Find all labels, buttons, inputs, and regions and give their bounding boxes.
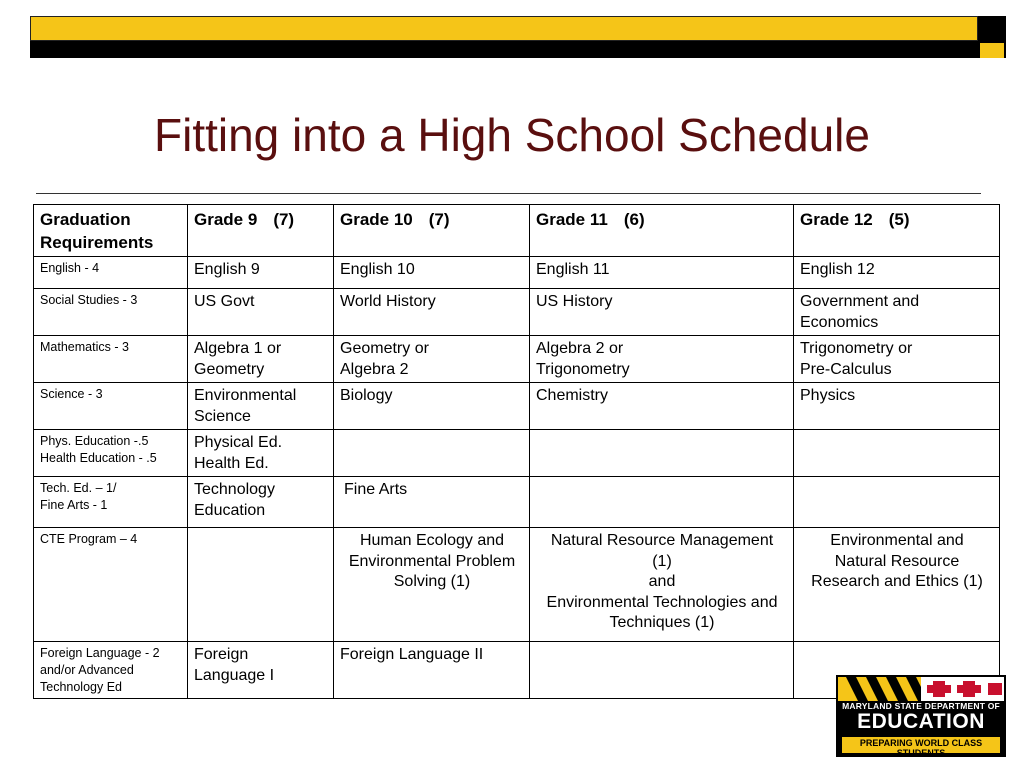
- logo-state-line: MARYLAND STATE DEPARTMENT OF: [842, 701, 1000, 711]
- cell-line: US Govt: [194, 293, 255, 310]
- header-grade-11: Grade 11 (6): [530, 205, 794, 257]
- cell-line: Foreign Language II: [340, 646, 484, 663]
- cell-line: Mathematics - 3: [40, 340, 129, 354]
- header-grade-9: Grade 9 (7): [188, 205, 334, 257]
- cell-line: Fine Arts: [344, 481, 408, 498]
- cell-line: Science - 3: [40, 387, 103, 401]
- cell-line: English - 4: [40, 261, 100, 275]
- grade-10-cell: [334, 430, 530, 477]
- cell-line: Physics: [800, 387, 856, 404]
- grade-10-cell: [334, 642, 530, 699]
- grade-10-cell: [334, 528, 530, 642]
- cell-line: Algebra 2: [340, 360, 409, 378]
- grade-9-cell: [188, 477, 334, 528]
- cell-line: (1): [652, 552, 672, 570]
- grade-12-cell: [794, 289, 1000, 336]
- grade-9-cell: [188, 383, 334, 430]
- title-divider: [36, 193, 981, 194]
- cell-line: English 11: [536, 261, 610, 278]
- requirement-cell: [34, 336, 188, 383]
- msde-logo: [836, 675, 1006, 757]
- cell-line: Education: [194, 501, 266, 519]
- cell-line: Pre-Calculus: [800, 360, 892, 378]
- table-row: [34, 477, 1000, 528]
- table-row: [34, 430, 1000, 477]
- cell-line: Technology Ed: [40, 680, 123, 694]
- table-row: [34, 257, 1000, 289]
- cell-line: Human Ecology and: [359, 532, 505, 549]
- cell-line: Trigonometry: [536, 360, 630, 378]
- table-row: [34, 528, 1000, 642]
- grade-11-cell: [530, 336, 794, 383]
- table-header-row: [34, 205, 1000, 257]
- requirement-cell: [34, 430, 188, 477]
- cell-line: Science: [194, 407, 251, 425]
- cell-line: Health Education - .5: [40, 451, 157, 465]
- grade-9-cell: [188, 289, 334, 336]
- cell-line: Phys. Education -.5: [40, 434, 149, 448]
- grade-11-cell: [530, 430, 794, 477]
- grade-12-cell: [794, 257, 1000, 289]
- cell-line: Natural Resource Management: [550, 532, 774, 549]
- grade-12-cell: [794, 383, 1000, 430]
- grade-11-cell: [530, 289, 794, 336]
- cell-line: Trigonometry or: [800, 340, 913, 357]
- cell-line: Social Studies - 3: [40, 293, 138, 307]
- header-corner-black-square: [978, 16, 1006, 43]
- grade-11-cell: [530, 477, 794, 528]
- cell-line: Environmental and: [830, 532, 964, 549]
- cell-line: Technology: [194, 481, 275, 498]
- logo-agency-name: EDUCATION: [857, 710, 985, 733]
- cell-line: Geometry or: [340, 340, 429, 357]
- cell-line: Government and: [800, 293, 920, 310]
- cell-line: Foreign Language - 2: [40, 646, 160, 660]
- grade-9-cell: [188, 257, 334, 289]
- cell-line: English 12: [800, 261, 875, 278]
- cell-line: English 9: [194, 261, 260, 278]
- requirement-cell: [34, 528, 188, 642]
- table-row: [34, 336, 1000, 383]
- requirement-cell: [34, 289, 188, 336]
- cell-line: and: [648, 573, 676, 590]
- cell-line: Environmental: [194, 387, 297, 404]
- header-grade-10: Grade 10 (7): [334, 205, 530, 257]
- grade-12-cell: [794, 528, 1000, 642]
- cell-line: Environmental Technologies and: [546, 593, 778, 611]
- cell-line: and/or Advanced: [40, 663, 134, 677]
- logo-slogan-band: [842, 737, 1000, 758]
- maryland-flag-pattern: [838, 677, 1004, 701]
- header-grade-12: Grade 12 (5): [794, 205, 1000, 257]
- cell-line: English 10: [340, 261, 415, 278]
- grade-10-cell: [334, 477, 530, 528]
- cell-line: CTE Program – 4: [40, 532, 138, 546]
- grade-12-cell: [794, 430, 1000, 477]
- grade-10-cell: [334, 383, 530, 430]
- header-requirements: Graduation Requirements: [34, 205, 188, 257]
- grade-9-cell: [188, 528, 334, 642]
- grade-11-cell: [530, 257, 794, 289]
- grade-9-cell: [188, 336, 334, 383]
- grade-10-cell: [334, 336, 530, 383]
- grade-9-cell: [188, 642, 334, 699]
- header-black-bar: [30, 41, 1006, 58]
- schedule-table: [33, 204, 1000, 699]
- cell-line: Natural Resource: [834, 552, 960, 570]
- cell-line: Algebra 2 or: [536, 340, 624, 357]
- logo-slogan: PREPARING WORLD CLASS STUDENTS: [859, 738, 983, 758]
- slide-title: Fitting into a High School Schedule: [154, 109, 870, 161]
- grade-10-cell: [334, 289, 530, 336]
- grade-12-cell: [794, 336, 1000, 383]
- header-gold-bar: [30, 16, 978, 41]
- cell-line: Foreign: [194, 646, 249, 663]
- cell-line: Research and Ethics (1): [811, 573, 983, 590]
- cell-line: Algebra 1 or: [194, 340, 282, 357]
- cell-line: Biology: [340, 387, 393, 404]
- table-row: [34, 383, 1000, 430]
- grade-11-cell: [530, 528, 794, 642]
- grade-12-cell: [794, 477, 1000, 528]
- cell-line: World History: [340, 293, 436, 310]
- cell-line: US History: [536, 293, 613, 310]
- requirement-cell: [34, 642, 188, 699]
- grade-11-cell: [530, 383, 794, 430]
- grade-9-cell: [188, 430, 334, 477]
- header-corner-gold-square: [980, 43, 1004, 58]
- cell-line: Solving (1): [393, 573, 471, 590]
- cell-line: Health Ed.: [194, 454, 269, 472]
- requirement-cell: [34, 257, 188, 289]
- cell-line: Tech. Ed. – 1/: [40, 481, 117, 495]
- cell-line: Chemistry: [536, 387, 609, 404]
- cell-line: Environmental Problem: [348, 552, 516, 570]
- grade-10-cell: [334, 257, 530, 289]
- cell-line: Techniques (1): [609, 614, 715, 631]
- requirement-cell: [34, 383, 188, 430]
- cell-line: Physical Ed.: [194, 434, 283, 451]
- table-row: [34, 289, 1000, 336]
- requirement-cell: [34, 477, 188, 528]
- grade-11-cell: [530, 642, 794, 699]
- cell-line: Geometry: [194, 360, 265, 378]
- cell-line: Economics: [800, 313, 879, 331]
- cell-line: Language I: [194, 666, 275, 684]
- cell-line: Fine Arts - 1: [40, 498, 108, 512]
